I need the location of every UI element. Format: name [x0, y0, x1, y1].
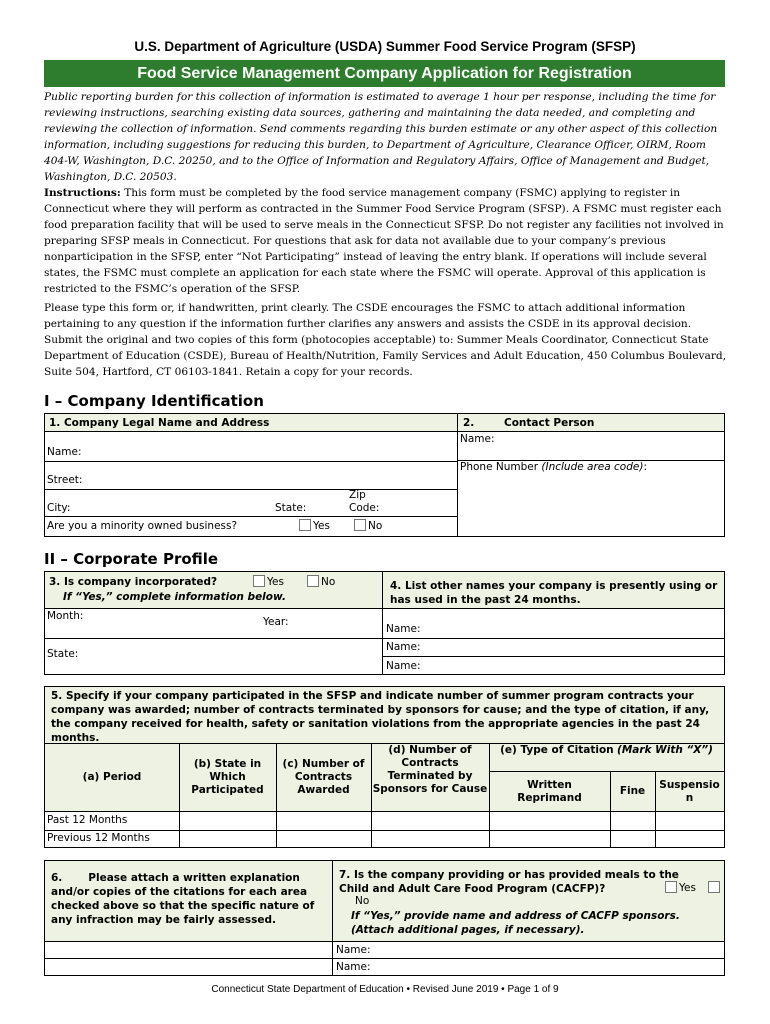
cacfp-name-1-label: Name:: [336, 944, 371, 956]
contact-name-label: Name:: [460, 433, 495, 445]
cacfp-name-2-label: Name:: [336, 961, 371, 973]
minority-yes-label: Yes: [313, 520, 330, 532]
state-label: State:: [275, 502, 307, 514]
instructions-text: This form must be completed by the food service management company (FSMC) applying to register in Connecticut where they will perform as contracted in the Summer Food Service Program (SFSP). A FSMC must register each food preparation facility that will be used to serve meals in the Connecticut SFSP. Do not register any facilities not involved in preparing SFSP meals in Connecticut. For questions that ask for data not available due to your company’s previous nonparticipation in the SFSP, enter “Not Participating” instead of leaving the entry blank. If operations will include several states, the FSMC must complete an application for each state where the FSMC will operate. Approval of this application is restricted to the FSMC’s operation of the SFSP.: [44, 187, 724, 295]
minority-no-checkbox[interactable]: [354, 519, 366, 531]
q7-yes-option[interactable]: [665, 881, 722, 894]
col-citation-header: [489, 744, 724, 757]
other-name-3-label: Name:: [386, 660, 421, 672]
q3-no-option[interactable]: [307, 575, 335, 588]
minority-yes-option[interactable]: [299, 519, 330, 532]
q6-text: Please attach a written explanation and/or copies of the citations for each area checked above so that the specific nature of any infraction may be fairly assessed.: [51, 872, 315, 926]
q7-no-label: No: [355, 895, 370, 907]
agency-header: U.S. Department of Agriculture (USDA) Summer Food Service Program (SFSP): [134, 39, 636, 54]
q1-label: 1. Company Legal Name and Address: [49, 417, 270, 429]
page-footer: Connecticut State Department of Education • Revised June 2019 • Page 1 of 9: [211, 984, 559, 995]
q3-no-checkbox[interactable]: [307, 575, 319, 587]
col-written-reprimand-header: Written Reprimand: [517, 779, 582, 804]
q3-yes-option[interactable]: [253, 575, 284, 588]
col-suspension-header: Suspension: [659, 779, 720, 804]
q7-yes-checkbox[interactable]: [665, 881, 677, 893]
submission-instructions: Please type this form or, if handwritten, print clearly. The CSDE encourages the FSMC to attach additional information pertaining to any question if the information further clarifies any answers and assists the CSDE in its approval decision. Submit the original and two copies of this form (photocopies acceptable) to: Summer Meals Coordinator, Connecticut State Department of Education (CSDE), Bureau of Health/Nutrition, Family Services and Adult Education, 450 Columbus Boulevard, Suite 504, Hartford, CT 06103-1841. Retain a copy for your records.: [44, 302, 727, 378]
q3-label: 3. Is company incorporated?: [49, 576, 218, 588]
phone-label: [460, 461, 650, 474]
q3-no-label: No: [321, 576, 336, 588]
row-previous-12-months: Previous 12 Months: [47, 832, 150, 844]
q2-label: Contact Person: [504, 417, 595, 429]
col-fine-header: Fine: [619, 785, 646, 797]
q3-yes-checkbox[interactable]: [253, 575, 265, 587]
q7-yes-label: Yes: [679, 882, 696, 894]
q3-yes-label: Yes: [267, 576, 284, 588]
q4-label: 4. List other names your company is presently using or has used in the past 24 months.: [390, 580, 718, 606]
q7-note: If “Yes,” provide name and address of CACFP sponsors. (Attach additional pages, if necessary).: [351, 910, 680, 936]
company-name-label: Name:: [47, 446, 82, 458]
minority-yes-checkbox[interactable]: [299, 519, 311, 531]
q5-label: 5. Specify if your company participated in the SFSP and indicate number of summer program contracts your company was awarded; number of contracts terminated by sponsors for cause; and the type of citation, if any, the company received for health, safety or sanitation violations from the appropriate agencies in the past 24 months.: [51, 690, 710, 744]
incorporation-state-label: State:: [47, 648, 79, 660]
section-2-title: II – Corporate Profile: [44, 550, 219, 568]
section-1-title: I – Company Identification: [44, 392, 264, 410]
minority-no-label: No: [368, 520, 383, 532]
instructions: [44, 185, 729, 297]
phone-colon: :: [643, 461, 647, 473]
phone-text: Phone Number: [460, 461, 539, 473]
col-period-header: (a) Period: [82, 771, 142, 783]
q2-number: 2.: [463, 417, 475, 429]
citation-cacfp-table: [44, 860, 725, 976]
month-label: Month:: [47, 610, 84, 622]
other-name-2-label: Name:: [386, 641, 421, 653]
corporate-profile-table: [44, 571, 725, 675]
other-name-1-label: Name:: [386, 623, 421, 635]
phone-hint: (Include area code): [541, 461, 644, 473]
company-identification-table: [44, 413, 725, 537]
row-past-12-months: Past 12 Months: [47, 814, 128, 826]
sfsp-participation-table: [44, 686, 725, 848]
col-state-header: (b) State in Which Participated: [191, 758, 264, 796]
street-label: Street:: [47, 474, 83, 486]
q7-no-checkbox[interactable]: [708, 881, 720, 893]
col-citation-title: (e) Type of Citation: [500, 744, 614, 756]
city-label: City:: [47, 502, 71, 514]
q7-label: 7. Is the company providing or has provided meals to the Child and Adult Care Food Program (CACFP)?: [339, 869, 679, 895]
col-contracts-terminated-header: (d) Number of Contracts Terminated by Sponsors for Cause: [372, 744, 488, 795]
col-contracts-awarded-header: (c) Number of Contracts Awarded: [282, 758, 365, 796]
minority-question: Are you a minority owned business?: [47, 520, 238, 532]
q6-number: 6.: [51, 872, 63, 884]
form-title: Food Service Management Company Application for Registration: [44, 60, 725, 87]
col-citation-note: (Mark With “X”): [617, 744, 713, 756]
q3-note: If “Yes,” complete information below.: [63, 591, 287, 603]
zip-label: Zip Code:: [349, 489, 380, 514]
instructions-label: Instructions:: [44, 187, 121, 199]
q6-label: [51, 871, 327, 927]
year-label: Year:: [263, 616, 289, 628]
minority-no-option[interactable]: [354, 519, 382, 532]
burden-statement: Public reporting burden for this collection of information is estimated to average 1 hour per response, including the time for reviewing instructions, searching existing data sources, gathering and maintaining the data needed, and completing and reviewing the collection of information. Send comments regarding this burden estimate or any other aspect of this collection information, including suggestions for reducing this burden, to Department of Agriculture, Clearance Officer, OIRM, Room 404-W, Washington, D.C. 20250, and to the Office of Information and Regulatory Affairs, Office of Management and Budget, Washington, D.C. 20503.: [44, 91, 718, 183]
